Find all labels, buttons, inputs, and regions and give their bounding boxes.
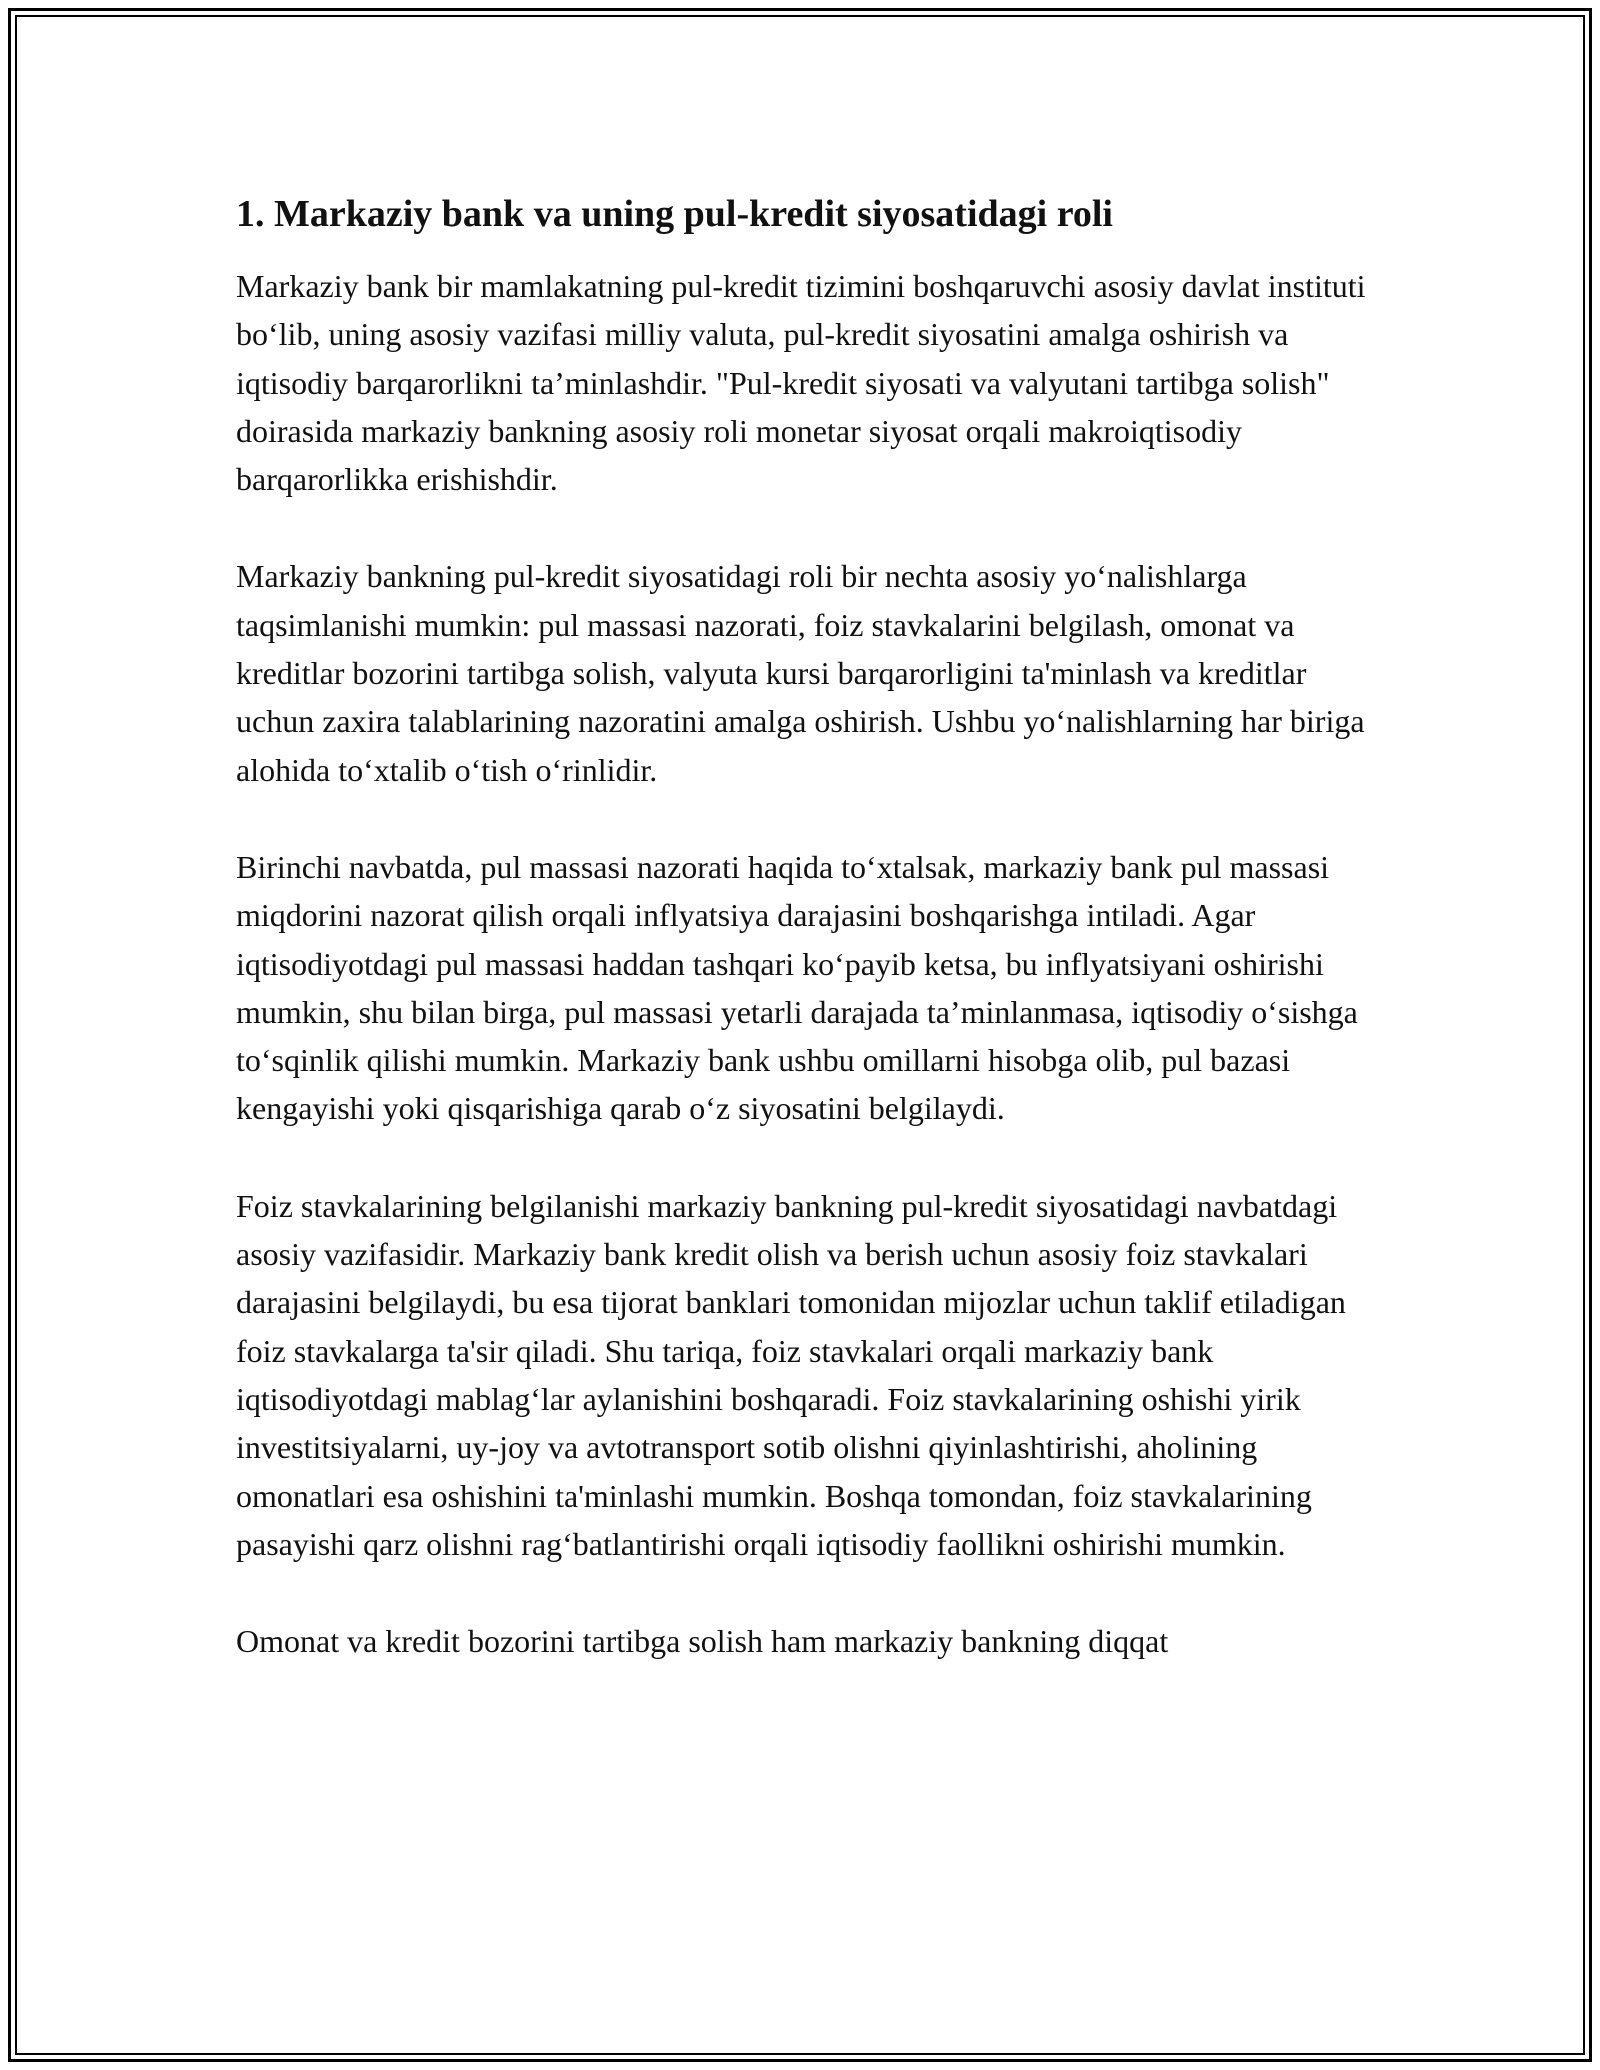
paragraph-4: Foiz stavkalarining belgilanishi markaziy bankning pul-kredit siyosatidagi navbatdagi asosiy vazifasidir. Markaziy bank kredit olish va berish uchun asosiy foiz stavkalari darajasini belgilaydi, bu esa tijorat banklari tomonidan mijozlar uchun taklif etiladigan foiz stavkalarga ta'sir qiladi. Shu tariqa, foiz stavkalari orqali markaziy bank iqtisodiyotdagi mablag‘lar aylanishini boshqaradi. Foiz stavkalarining oshishi yirik investitsiyalarni, uy-joy va avtotransport sotib olishni qiyinlashtirishi, aholining omonatlari esa oshishini ta'minlashi mumkin. Boshqa tomondan, foiz stavkalarining pasayishi qarz olishni rag‘batlantirishi orqali iqtisodiy faollikni oshirishi mumkin. [236,1187,1346,1562]
paragraph-1: Markaziy bank bir mamlakatning pul-kredit tizimini boshqaruvchi asosiy davlat instituti bo‘lib, uning asosiy vazifasi milliy valuta, pul-kredit siyosatini amalga oshirish va iqtisodiy barqarorlikni ta’minlashdir. "Pul-kredit siyosati va valyutani tartibga solish" doirasida markaziy bankning asosiy roli monetar siyosat orqali makroiqtisodiy barqarorlikka erishishdir. [236,268,1366,498]
paragraph-5: Omonat va kredit bozorini tartibga solish ham markaziy bankning diqqat [236,1623,1169,1660]
document-body [236,186,1381,1665]
paragraph-3: Birinchi navbatda, pul massasi nazorati haqida to‘xtalsak, markaziy bank pul massasi miqdorini nazorat qilish orqali inflyatsiya darajasini boshqarishga intiladi. Agar iqtisodiyotdagi pul massasi haddan tashqari ko‘payib ketsa, bu inflyatsiyani oshirishi mumkin, shu bilan birga, pul massasi yetarli darajada ta’minlanmasa, iqtisodiy o‘sishga to‘sqinlik qilishi mumkin. Markaziy bank ushbu omillarni hisobga olib, pul bazasi kengayishi yoki qisqarishiga qarab o‘z siyosatini belgilaydi. [236,848,1358,1127]
paragraph-2: Markaziy bankning pul-kredit siyosatidagi roli bir nechta asosiy yo‘nalishlarga taqsimlanishi mumkin: pul massasi nazorati, foiz stavkalarini belgilash, omonat va kreditlar bozorini tartibga solish, valyuta kursi barqarorligini ta'minlash va kreditlar uchun zaxira talablarining nazoratini amalga oshirish. Ushbu yo‘nalishlarning har biriga alohida to‘xtalib o‘tish o‘rinlidir. [236,558,1365,788]
section-title: 1. Markaziy bank va uning pul-kredit siyosatidagi roli [236,193,1113,235]
